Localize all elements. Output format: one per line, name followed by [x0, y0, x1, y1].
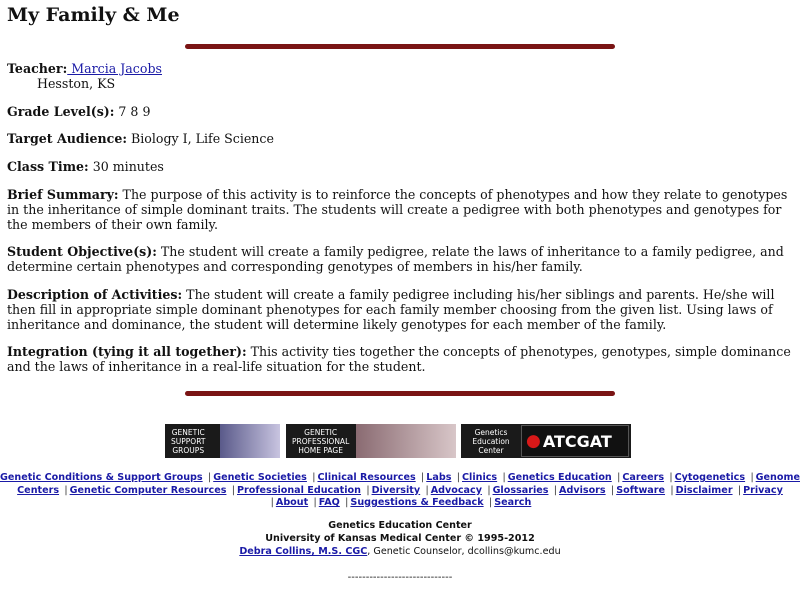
link-separator: |	[207, 472, 212, 483]
lesson-field	[7, 188, 792, 232]
teacher-name-link[interactable]: Marcia Jacobs	[67, 61, 162, 76]
lesson-field	[7, 132, 792, 147]
link-separator: |	[610, 484, 615, 496]
lesson-field	[7, 105, 792, 120]
field-label: Grade Level(s):	[7, 103, 115, 119]
link-separator: |	[553, 484, 558, 496]
link-separator: |	[617, 472, 621, 483]
link-separator: |	[345, 497, 349, 508]
nav-link[interactable]: Suggestions & Feedback	[350, 497, 484, 508]
link-separator: |	[737, 484, 742, 496]
lesson-field	[7, 245, 792, 275]
field-label: Class Time:	[7, 159, 89, 175]
bottom-divider	[185, 391, 615, 396]
link-separator: |	[502, 472, 506, 483]
field-value: The student will create a family pedigree, relate the laws of inheritance to a family pedigree, and determine certain phenotypes and corresponding genotypes of members in his/her family.	[7, 244, 784, 275]
link-separator: |	[425, 484, 429, 496]
field-value: 7 8 9	[114, 103, 151, 119]
genetic-support-groups-banner[interactable]	[165, 424, 280, 458]
banner-row	[165, 424, 631, 458]
top-divider	[185, 44, 615, 49]
nav-link[interactable]: Cytogenetics	[674, 472, 746, 483]
teacher-block	[7, 62, 792, 92]
nav-link[interactable]: Glossaries	[492, 484, 549, 496]
genetic-professional-home-banner[interactable]	[286, 424, 456, 458]
field-value: The student will create a family pedigree including his/her siblings and parents. He/she will then fill in appropriate simple dominant phenotypes for each family member choosing from the given list. Using laws of inheritance and dominance, the student will determine likely genotypes for each member of the family.	[7, 286, 775, 332]
nav-link[interactable]: Genome Centers	[17, 472, 800, 496]
nav-link[interactable]: Professional Education	[237, 484, 361, 496]
link-separator: |	[231, 484, 235, 496]
field-label: Brief Summary:	[7, 186, 119, 202]
field-label: Target Audience:	[7, 131, 127, 147]
banner-edu-label: Genetics Education Center	[472, 427, 510, 455]
nav-link[interactable]: About	[275, 497, 309, 508]
nav-link[interactable]: Disclaimer	[675, 484, 733, 496]
link-separator: |	[366, 484, 370, 496]
genetics-education-center-banner[interactable]	[461, 424, 631, 458]
link-separator: |	[312, 472, 316, 483]
apple-icon: ●	[526, 430, 541, 451]
banner-professional-label: GENETIC PROFESSIONAL HOME PAGE	[292, 427, 350, 455]
field-value: The purpose of this activity is to reinforce the concepts of phenotypes and how they relate to genotypes in the inheritance of simple dominant traits. The students will create a pedigree with both phenotypes and genotypes for the members of their own family.	[7, 186, 788, 232]
field-value: 30 minutes	[88, 159, 164, 175]
link-separator: |	[669, 472, 673, 483]
lesson-content	[7, 62, 792, 388]
nav-link[interactable]: Genetic Societies	[213, 472, 307, 483]
link-separator: |	[313, 497, 317, 508]
field-label: Student Objective(s):	[7, 244, 157, 260]
link-separator: |	[487, 484, 491, 496]
field-value: This activity ties together the concepts of phenotypes, genotypes, simple dominance and the laws of inheritance in a real-life situation for the student.	[7, 344, 791, 375]
teacher-label: Teacher:	[7, 61, 68, 76]
nav-link[interactable]: Labs	[426, 472, 452, 483]
nav-link[interactable]: Search	[494, 497, 532, 508]
nav-link[interactable]: Software	[616, 484, 666, 496]
link-separator: |	[670, 484, 674, 496]
footer-center-name: Genetics Education Center	[328, 520, 472, 531]
atcgat-logo	[521, 425, 629, 457]
contact-name-link[interactable]: Debra Collins, M.S. CGC	[239, 546, 368, 557]
lesson-fields	[7, 105, 792, 375]
lesson-field	[7, 288, 792, 332]
nav-link[interactable]: Advocacy	[430, 484, 482, 496]
contact-details: , Genetic Counselor, dcollins@kumc.edu	[367, 546, 561, 557]
page-title: My Family & Me	[7, 4, 180, 26]
teacher-location: Hesston, KS	[37, 75, 116, 91]
nav-link[interactable]: Genetic Computer Resources	[69, 484, 227, 496]
nav-link[interactable]: FAQ	[318, 497, 340, 508]
lesson-field	[7, 160, 792, 175]
nav-link[interactable]: Diversity	[371, 484, 421, 496]
footer-contact	[0, 545, 800, 558]
nav-link[interactable]: Clinics	[462, 472, 498, 483]
nav-link[interactable]: Careers	[622, 472, 665, 483]
atcgat-label: ATCGAT	[542, 431, 612, 451]
link-separator: |	[421, 472, 425, 483]
field-value: Biology I, Life Science	[127, 131, 274, 147]
footer-dashes: -----------------------------	[347, 572, 453, 583]
nav-link[interactable]: Clinical Resources	[317, 472, 416, 483]
lesson-field	[7, 345, 792, 375]
link-separator: |	[750, 472, 754, 483]
link-separator: |	[456, 472, 460, 483]
footer-university: University of Kansas Medical Center © 1995-2012	[265, 533, 535, 544]
field-label: Integration (tying it all together):	[7, 344, 247, 360]
nav-link[interactable]: Privacy	[743, 484, 783, 496]
nav-link[interactable]: Genetic Conditions & Support Groups	[0, 472, 203, 483]
banner-support-label: GENETIC SUPPORT GROUPS	[171, 427, 206, 455]
link-separator: |	[64, 484, 68, 496]
nav-link[interactable]: Genetics Education	[507, 472, 612, 483]
link-separator: |	[488, 497, 493, 508]
footer	[0, 519, 800, 558]
footer-nav-links	[0, 472, 800, 510]
nav-link[interactable]: Advisors	[559, 484, 606, 496]
link-separator: |	[270, 497, 274, 508]
field-label: Description of Activities:	[7, 286, 183, 302]
